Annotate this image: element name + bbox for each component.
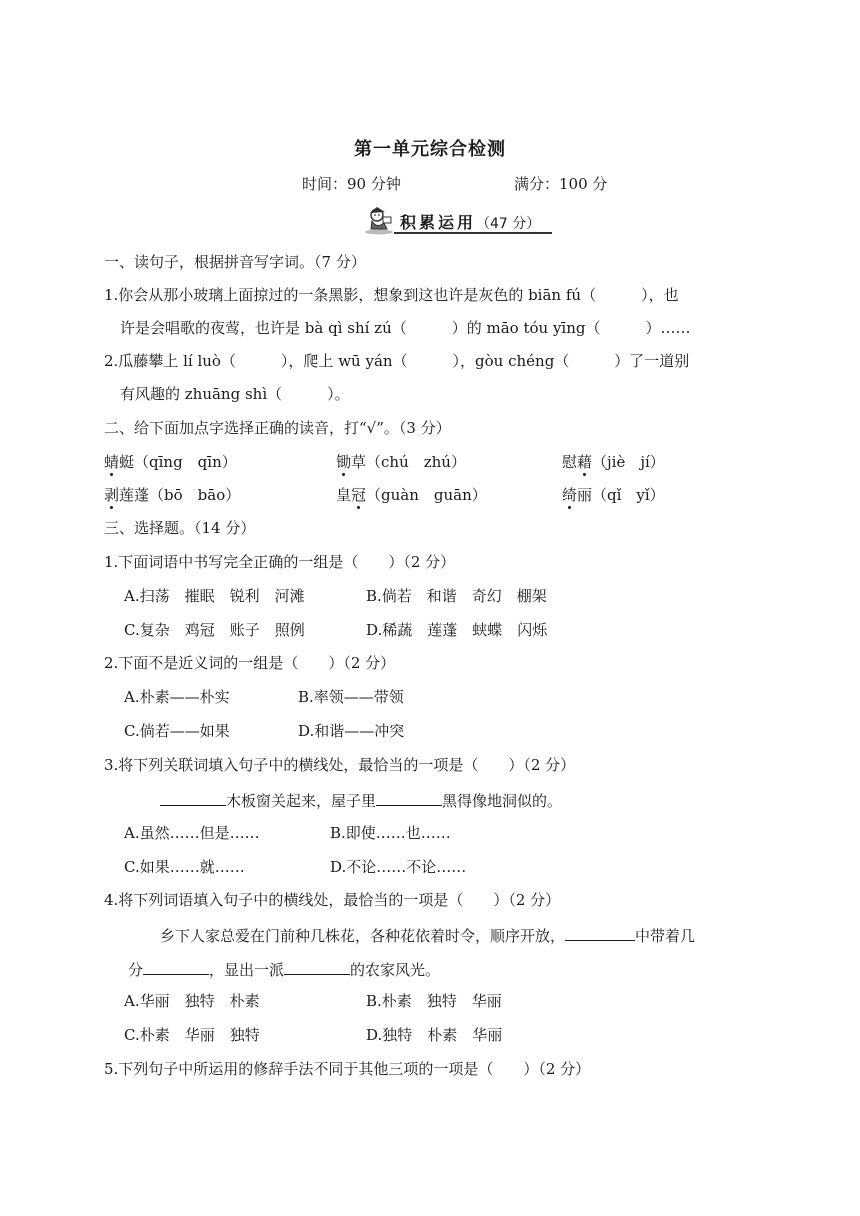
option-b: B.即使……也……: [330, 824, 451, 842]
q2-line2: 有风趣的 zhuāng shì（ ）。: [120, 385, 350, 403]
option-b: B.朴素 独特 华丽: [366, 992, 502, 1010]
section3-heading: 三、选择题。（14 分）: [104, 519, 256, 537]
option-c: C.如果……就……: [124, 858, 245, 876]
option-a: A.虽然……但是……: [124, 824, 260, 842]
fill-blank[interactable]: [160, 789, 226, 806]
q3-4-stem: 4.将下列词语填入句子中的横线处，最恰当的一项是（ ）（2 分）: [104, 891, 561, 909]
option-d: D.稀蔬 莲蓬 蛱蝶 闪烁: [366, 621, 548, 639]
pron-item: 绮丽（qǐ yǐ）: [562, 486, 665, 504]
option-a: A.华丽 独特 朴素: [124, 992, 260, 1010]
q2-line1: 2.瓜藤攀上 lí luò（ ），爬上 wū yán（ ），gòu chéng（ ）了一道别: [104, 352, 690, 370]
option-d: D.独特 朴素 华丽: [366, 1026, 503, 1044]
page-title: 第一单元综合检测: [354, 139, 506, 160]
pron-item: 剥莲蓬（bō bāo）: [104, 486, 241, 504]
option-b: B.率领——带领: [298, 688, 404, 706]
pron-item: 皇冠（guàn guān）: [336, 486, 487, 504]
pron-item: 蜻蜓（qīng qīn）: [104, 453, 237, 471]
pron-item: 慰藉（jiè jí）: [562, 453, 665, 471]
student-mascot-icon: [362, 205, 396, 235]
option-c: C.朴素 华丽 独特: [124, 1026, 260, 1044]
banner-score: （47 分）: [476, 216, 541, 232]
section2-heading: 二、给下面加点字选择正确的读音，打“√”。（3 分）: [104, 419, 451, 437]
q3-3-sentence: 木板窗关起来，屋子里 黑得像地洞似的。: [160, 789, 562, 811]
q3-2-stem: 2.下面不是近义词的一组是（ ）（2 分）: [104, 654, 396, 672]
q3-4-sentence-line2: 分 ，显出一派 的农家风光。: [128, 958, 440, 980]
option-b: B.倘若 和谐 奇幻 棚架: [366, 587, 547, 605]
fill-blank[interactable]: [143, 958, 209, 975]
exam-time: 时间：90 分钟: [302, 175, 401, 193]
option-a: A.扫荡 摧眠 锐利 河滩: [124, 587, 305, 605]
fill-blank[interactable]: [376, 789, 442, 806]
option-a: A.朴素——朴实: [124, 688, 230, 706]
exam-full-score: 满分：100 分: [514, 175, 608, 193]
q3-3-stem: 3.将下列关联词填入句子中的横线处，最恰当的一项是（ ）（2 分）: [104, 756, 576, 774]
option-d: D.和谐——冲突: [298, 722, 405, 740]
q3-1-stem: 1.下面词语中书写完全正确的一组是（ ）（2 分）: [104, 553, 456, 571]
fill-blank[interactable]: [284, 958, 350, 975]
banner-underline: [394, 232, 552, 234]
section-banner: [358, 205, 558, 235]
fill-blank[interactable]: [565, 924, 635, 941]
q1-line1: 1.你会从那小玻璃上面掠过的一条黑影，想象到这也许是灰色的 biān fú（ ），也: [104, 286, 679, 304]
q3-4-sentence-line1: 乡下人家总爱在门前种几株花，各种花依着时令，顺序开放， 中带着几: [160, 924, 695, 946]
option-d: D.不论……不论……: [330, 858, 467, 876]
option-c: C.倘若——如果: [124, 722, 230, 740]
banner-label: 积累运用（47 分）: [400, 213, 541, 232]
section1-heading: 一、读句子，根据拼音写字词。（7 分）: [104, 253, 366, 271]
option-c: C.复杂 鸡冠 账子 照例: [124, 621, 305, 639]
q3-5-stem: 5.下列句子中所运用的修辞手法不同于其他三项的一项是（ ）（2 分）: [104, 1060, 591, 1078]
q1-line2: 许是会唱歌的夜莺，也许是 bà qì shí zú（ ）的 māo tóu yīng（ ）……: [120, 319, 691, 337]
pron-item: 锄草（chú zhú）: [336, 453, 466, 471]
